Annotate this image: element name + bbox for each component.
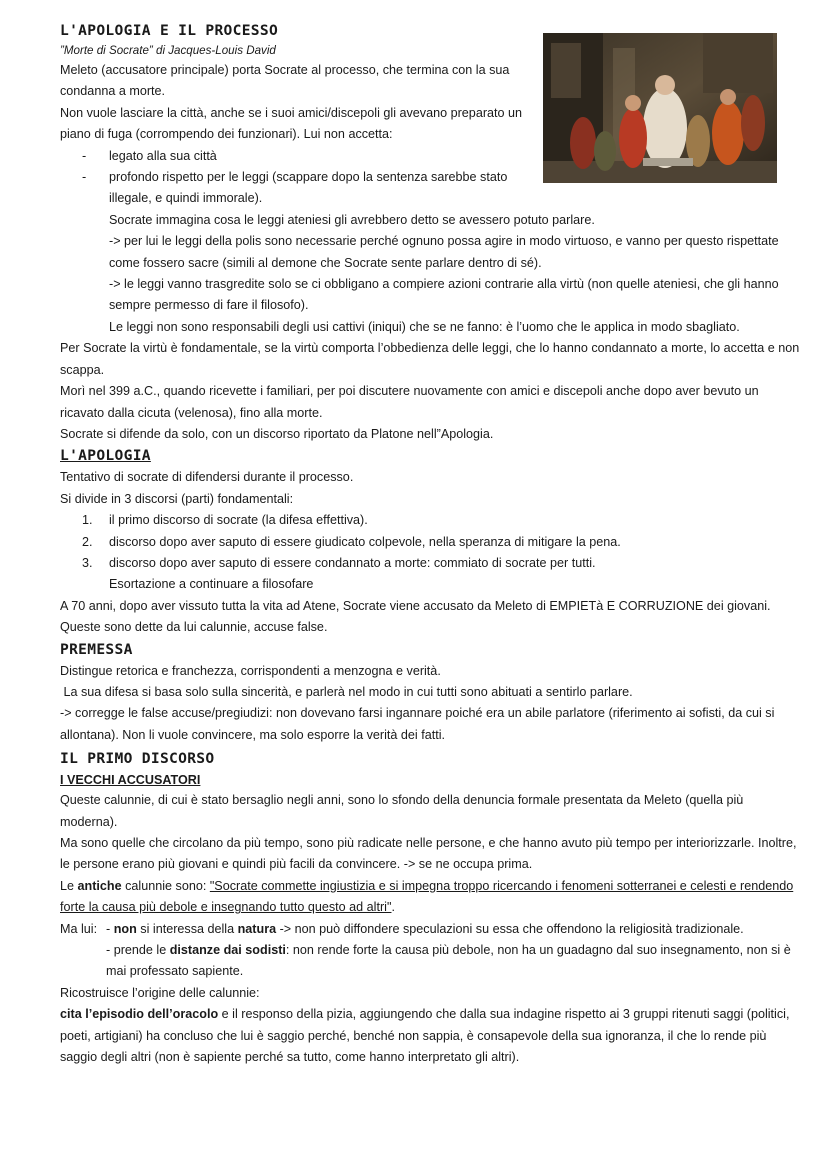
numbered-item-text: discorso dopo aver saputo di essere giudicato colpevole, nella speranza di mitigare la pena. [109, 534, 621, 549]
item-number: 3. [82, 555, 93, 570]
bold-text: distanze dai sodisti [169, 943, 286, 958]
text-run: - prende le [106, 943, 170, 958]
painting-caption: ”Morte di Socrate” di Jacques-Louis David [60, 44, 276, 57]
ma-lui-label: Ma lui: [60, 921, 98, 936]
heading-apologia-processo: L'APOLOGIA E IL PROCESSO [60, 22, 279, 39]
paragraph: Ricostruisce l’origine delle calunnie: [60, 985, 260, 1000]
list-item [60, 146, 800, 167]
text-run: : non rende forte la causa più debole, non ha un guadagno dal suo insegnamento, non si è mai professato sapiente. [106, 943, 791, 979]
paragraph: -> le leggi vanno trasgredite solo se ci obbligano a compiere azioni contrarie alla virtù (non quelle ateniesi, che gli hanno sempre permesso di fare il filosofo). [109, 277, 779, 313]
ma-lui-item [60, 919, 800, 940]
underlined-quote: "Socrate commette ingiustizia e si impegna troppo ricercando i fenomeni sotterranei e celesti e rendendo forte la causa più debole e insegnando tutto questo ad altri" [60, 878, 794, 915]
paragraph: Meleto (accusatore principale) porta Socrate al processo, che termina con la sua condanna a morte. [60, 63, 510, 99]
item-number: 1. [82, 513, 93, 528]
numbered-item-continuation: Esortazione a continuare a filosofare [109, 577, 314, 592]
numbered-item-text: discorso dopo aver saputo di essere condannato a morte: commiato di socrate per tutti. [109, 555, 596, 570]
paragraph: Socrate immagina cosa le leggi ateniesi gli avrebbero detto se avessero potuto parlare. [109, 212, 595, 227]
paragraph-antiche-calunnie [60, 876, 800, 919]
numbered-item-text: il primo discorso di socrate (la difesa effettiva). [109, 513, 368, 528]
text-run: calunnie sono: [121, 878, 210, 893]
paragraph: La sua difesa si basa solo sulla sincerità, e parlerà nel modo in cui tutti sono abituati a sentirlo parlare. [60, 684, 633, 699]
paragraph: Le leggi non sono responsabili degli usi cattivi (iniqui) che se ne fanno: è l’uomo che le applica in modo sbagliato. [109, 319, 740, 334]
subheading-vecchi-accusatori: I VECCHI ACCUSATORI [60, 773, 201, 788]
paragraph: Tentativo di socrate di difendersi durante il processo. [60, 470, 354, 485]
text-run: si interessa della [136, 921, 238, 936]
paragraph: -> per lui le leggi della polis sono necessarie perché ognuno possa agire in modo virtuoso, e vanno per questo rispettate come fossero sacre (simili al demone che Socrate sente parlare dentro di sé). [109, 234, 779, 270]
ma-lui-item [60, 940, 800, 983]
heading-apologia: L'APOLOGIA [60, 447, 151, 465]
dash-bullet: - [82, 148, 87, 163]
bold-text: antiche [77, 878, 122, 893]
item-number: 2. [82, 534, 93, 549]
paragraph: Morì nel 399 a.C., quando ricevette i familiari, per poi discutere nuovamente con amici e discepoli anche dopo aver bevuto un ricavato dalla cicuta (velenosa), fino alla morte. [60, 384, 759, 420]
paragraph: Distingue retorica e franchezza, corrispondenti a menzogna e verità. [60, 663, 441, 678]
list-item [60, 167, 519, 210]
paragraph: Queste calunnie, di cui è stato bersaglio negli anni, sono lo sfondo della denuncia formale presentata da Meleto (quella più moderna). [60, 793, 744, 829]
text-run: -> non può diffondere speculazioni su essa che offendono la religiosità tradizionale. [276, 921, 744, 936]
numbered-item [60, 532, 800, 553]
heading-primo-discorso: IL PRIMO DISCORSO [60, 750, 215, 768]
text-run: - [106, 921, 114, 936]
text-run: Le [60, 878, 78, 893]
paragraph: Ma sono quelle che circolano da più tempo, sono più radicate nelle persone, e che hanno avuto più tempo per interiorizzarle. Inoltre, le persone erano più giovani e quindi più facili da convincere. -> se ne occupa prima. [60, 836, 797, 872]
bold-text: cita l’episodio dell’oracolo [60, 1007, 219, 1022]
list-item-text: profondo rispetto per le leggi (scappare dopo la sentenza sarebbe stato illegale, e quindi immorale). [109, 170, 508, 206]
numbered-item [60, 510, 800, 531]
heading-premessa: PREMESSA [60, 640, 133, 658]
paragraph: Non vuole lasciare la città, anche se i suoi amici/discepoli gli avevano preparato un piano di fuga (corrompendo dei funzionari). Lui non accetta: [60, 105, 523, 142]
bold-text: natura [237, 921, 277, 936]
text-run: . [391, 900, 395, 915]
paragraph: Socrate si difende da solo, con un discorso riportato da Platone nell”Apologia. [60, 426, 494, 441]
text-run: e il responso della pizia, aggiungendo che dalla sua indagine rispetto ai 3 gruppi ritenuti saggi (politici, poeti, artigiani) ha concluso che lui è saggio perché, benché non sappia, è consapevole della sua ignoranza, il che lo rende più saggio degli altri (non è sapiente perché sa tutto, come hanno interpretato gli altri). [60, 1007, 790, 1065]
paragraph: -> corregge le false accuse/pregiudizi: non dovevano farsi ingannare poiché era un abile parlatore (riferimento ai sofisti, da cui si allontana). Non li vuole convincere, ma solo esporre la verità dei fatti. [60, 706, 775, 742]
paragraph: Per Socrate la virtù è fondamentale, se la virtù comporta l’obbedienza delle leggi, che lo hanno condannato a morte, lo accetta e non scappa. [60, 341, 800, 377]
paragraph: A 70 anni, dopo aver vissuto tutta la vita ad Atene, Socrate viene accusato da Meleto di EMPIETà E CORRUZIONE dei giovani. Queste sono dette da lui calunnie, accuse false. [60, 598, 771, 635]
paragraph-oracolo [60, 1004, 800, 1068]
list-item-text: legato alla sua città [109, 148, 217, 163]
dash-bullet: - [82, 170, 87, 185]
bold-text: non [113, 921, 137, 936]
numbered-item [60, 553, 800, 574]
paragraph: Si divide in 3 discorsi (parti) fondamentali: [60, 491, 294, 506]
